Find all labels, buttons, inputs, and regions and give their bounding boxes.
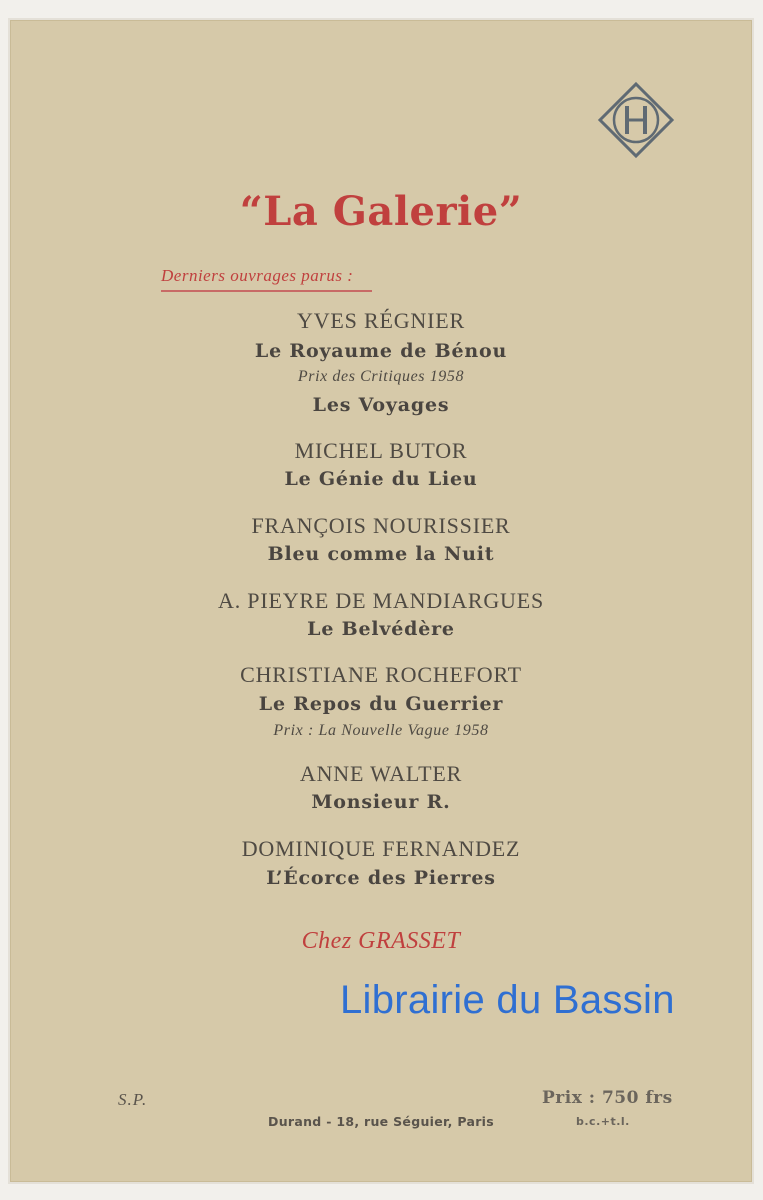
book-prize: Prix : La Nouvelle Vague 1958 xyxy=(273,722,489,739)
price: Prix : 750 frs xyxy=(542,1088,673,1108)
book-author: ANNE WALTER xyxy=(299,761,463,786)
book-title: Le Royaume de Bénou xyxy=(254,340,508,362)
book-title: Monsieur R. xyxy=(311,791,451,813)
book-author: FRANÇOIS NOURISSIER xyxy=(251,513,511,538)
book-title: Le Génie du Lieu xyxy=(284,468,478,490)
book-author: CHRISTIANE ROCHEFORT xyxy=(240,662,522,687)
publisher-logo-icon xyxy=(596,80,676,160)
book-title: Bleu comme la Nuit xyxy=(267,543,495,565)
book-author: YVES RÉGNIER xyxy=(297,308,465,333)
book-title: L’Écorce des Pierres xyxy=(266,867,496,889)
book-author: DOMINIQUE FERNANDEZ xyxy=(241,836,521,861)
book-author: A. PIEYRE DE MANDIARGUES xyxy=(218,588,544,613)
printer-address: Durand - 18, rue Séguier, Paris xyxy=(268,1114,494,1129)
book-title: Les Voyages xyxy=(312,394,450,416)
series-title: “La Galerie” xyxy=(239,188,523,235)
sp-mark: S.P. xyxy=(118,1090,148,1109)
publisher-imprint: Chez GRASSET xyxy=(301,928,461,954)
heading-underline xyxy=(161,290,372,292)
book-title: Le Repos du Guerrier xyxy=(258,693,504,715)
book-title: Le Belvédère xyxy=(307,618,455,640)
book-author: MICHEL BUTOR xyxy=(294,438,468,463)
recent-works-heading: Derniers ouvrages parus : xyxy=(161,266,354,285)
bookseller-watermark: Librairie du Bassin xyxy=(340,978,675,1022)
book-prize: Prix des Critiques 1958 xyxy=(297,368,465,385)
price-code: b.c.+t.l. xyxy=(576,1115,630,1128)
